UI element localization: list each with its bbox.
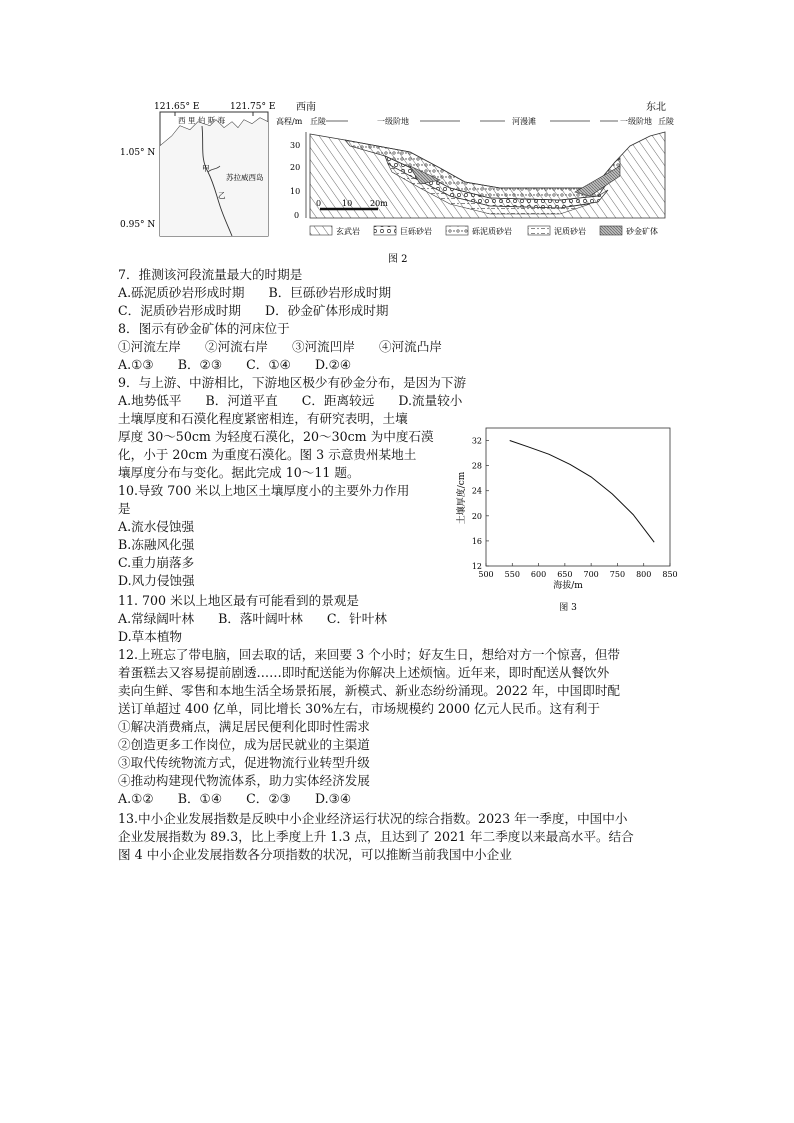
cross-section-profile — [276, 100, 674, 220]
q8-items: ①河流左岸 ②河流右岸 ③河流凹岸 ④河流凸岸 — [118, 339, 442, 354]
y-tick-label: 28 — [471, 461, 482, 471]
profile-legend — [310, 226, 658, 236]
sea-label: 西 里 伯 斯 海 — [178, 116, 226, 125]
x-tick-label: 850 — [662, 570, 678, 579]
y-axis-label: 高程/m — [276, 117, 303, 126]
figure-2 — [120, 96, 680, 266]
soil-thickness-chart — [450, 420, 680, 615]
q8-options: A.①③ B．②③ C．①④ D.②④ — [118, 357, 352, 372]
x-tick-label: 650 — [557, 570, 573, 579]
y-tick-label: 12 — [471, 562, 482, 571]
q7-stem: 7．推测该河段流量最大的时期是 — [118, 267, 303, 282]
q12-item-4: ④推动构建现代物流体系，助力实体经济发展 — [118, 773, 370, 788]
y-tick-0: 0 — [294, 211, 300, 220]
q12-item-3: ③取代传统物流方式，促进物流行业转型升级 — [118, 755, 370, 770]
location-map — [120, 102, 275, 236]
terrain-hill-right: 丘陵 — [658, 117, 674, 126]
q10-option-d: D.风力侵蚀强 — [118, 573, 195, 588]
q11-stem: 11. 700 米以上地区最有可能看到的景观是 — [118, 593, 359, 608]
q10-option-b: B.冻融风化强 — [118, 537, 195, 552]
scale-0: 0 — [316, 199, 322, 208]
q7-options-cd: C．泥质砂岩形成时期 D．砂金矿体形成时期 — [118, 303, 389, 318]
river-label-1: 甲 — [202, 164, 210, 173]
legend-gold-ore: 砂金矿体 — [626, 227, 658, 236]
chart-xlabel: 海拔/m — [553, 581, 583, 591]
q13-stem-1: 13.中小企业发展指数是反映中小企业经济运行状况的综合指数。2023 年一季度，中国中小 — [118, 811, 628, 826]
q12-item-1: ①解决消费痛点，满足居民便利化即时性需求 — [118, 719, 370, 734]
intro-line-4: 壤厚度分布与变化。据此完成 10～11 题。 — [118, 465, 360, 480]
soil-thickness-line — [510, 441, 655, 543]
q10-option-a: A.流水侵蚀强 — [118, 519, 195, 534]
legend-muddy-sandstone: 泥质砂岩 — [554, 227, 586, 236]
q11-options-abc: A.常绿阔叶林 B．落叶阔叶林 C．针叶林 — [118, 611, 387, 626]
q7-options-ab: A.砾泥质砂岩形成时期 B．巨砾砂岩形成时期 — [118, 285, 392, 300]
lon-right: 121.75° E — [230, 102, 276, 112]
q11-option-d: D.草本植物 — [118, 629, 183, 644]
figure-3-caption: 图 3 — [559, 603, 577, 613]
q13-stem-3: 图 4 中小企业发展指数各分项指数的状况，可以推断当前我国中小企业 — [118, 847, 512, 862]
terrain-terrace-right: 一级阶地 — [620, 117, 652, 126]
y-tick-20: 20 — [290, 163, 301, 172]
dir-left: 西南 — [296, 102, 316, 113]
x-tick-label: 550 — [504, 570, 520, 579]
figure-2-caption: 图 2 — [388, 254, 408, 265]
q10-stem-1: 10.导致 700 米以上地区土壤厚度小的主要外力作用 — [118, 483, 410, 498]
q12-stem-1: 12.上班忘了带电脑，回去取的话，来回要 3 个小时；好友生日，想给对方一个惊喜，但带 — [118, 647, 621, 662]
dir-right: 东北 — [646, 102, 666, 113]
island-label: 苏拉威西岛 — [226, 173, 264, 182]
q13-stem-2: 企业发展指数为 89.3，比上季度上升 1.3 点，且达到了 2021 年二季度以来最高水平。结合 — [118, 829, 634, 844]
y-tick-30: 30 — [290, 141, 301, 150]
chart-ylabel: 土壤厚度/cm — [457, 471, 467, 525]
lon-left: 121.65° E — [154, 102, 200, 112]
x-tick-label: 750 — [609, 570, 626, 579]
terrain-terrace-left: 一级阶地 — [377, 117, 409, 126]
q8-stem: 8．图示有砂金矿体的河床位于 — [118, 321, 290, 336]
q10-stem-2: 是 — [118, 501, 131, 516]
y-tick-label: 16 — [471, 536, 482, 546]
q9-stem: 9．与上游、中游相比，下游地区极少有砂金分布，是因为下游 — [118, 375, 467, 390]
legend-gravel-mud-sandstone: 砾泥质砂岩 — [472, 227, 512, 236]
q12-stem-3: 卖向生鲜、零售和本地生活全场景拓展，新模式、新业态纷纷涌现。2022 年，中国即时配 — [118, 683, 621, 698]
y-tick-10: 10 — [290, 187, 301, 196]
chart-frame — [486, 428, 670, 566]
y-tick-label: 20 — [471, 511, 482, 521]
q9-options: A.地势低平 B．河道平直 C．距离较远 D.流量较小 — [118, 393, 463, 408]
terrain-floodplain: 河漫滩 — [512, 117, 536, 126]
x-tick-label: 700 — [583, 570, 599, 579]
intro-line-2: 厚度 30～50cm 为轻度石漠化，20～30cm 为中度石漠 — [118, 429, 434, 444]
scale-10: 10 — [342, 199, 353, 208]
y-tick-label: 32 — [471, 436, 482, 446]
x-tick-label: 600 — [530, 570, 547, 579]
legend-boulder-sandstone: 巨砾砂岩 — [400, 227, 432, 236]
figure-3 — [450, 420, 680, 615]
x-tick-label: 800 — [636, 570, 652, 579]
q10-option-c: C.重力崩落多 — [118, 555, 195, 570]
lat-top: 1.05° N — [120, 148, 156, 158]
x-tick-label: 500 — [478, 570, 494, 579]
q12-stem-4: 送订单超过 400 亿单，同比增长 30%左右，市场规模约 2000 亿元人民币。这有利于 — [118, 701, 600, 716]
lat-bottom: 0.95° N — [120, 220, 156, 230]
terrain-hill-left: 丘陵 — [310, 117, 326, 126]
y-tick-label: 24 — [471, 486, 482, 496]
q12-item-2: ②创造更多工作岗位，成为居民就业的主渠道 — [118, 737, 370, 752]
river-label-2: 乙 — [218, 191, 226, 200]
intro-line-3: 化，小于 20cm 为重度石漠化。图 3 示意贵州某地土 — [118, 447, 417, 462]
q12-options: A.①② B．①④ C．②③ D.③④ — [118, 791, 352, 806]
scale-20: 20m — [370, 199, 388, 208]
legend-basalt: 玄武岩 — [336, 227, 360, 236]
q12-stem-2: 着蛋糕去又容易提前剧透……即时配送能为你解决上述烦恼。近年来，即时配送从餐饮外 — [118, 665, 610, 680]
figure-2-svg — [120, 96, 680, 266]
intro-line-1: 土壤厚度和石漠化程度紧密相连，有研究表明，土壤 — [118, 411, 408, 426]
